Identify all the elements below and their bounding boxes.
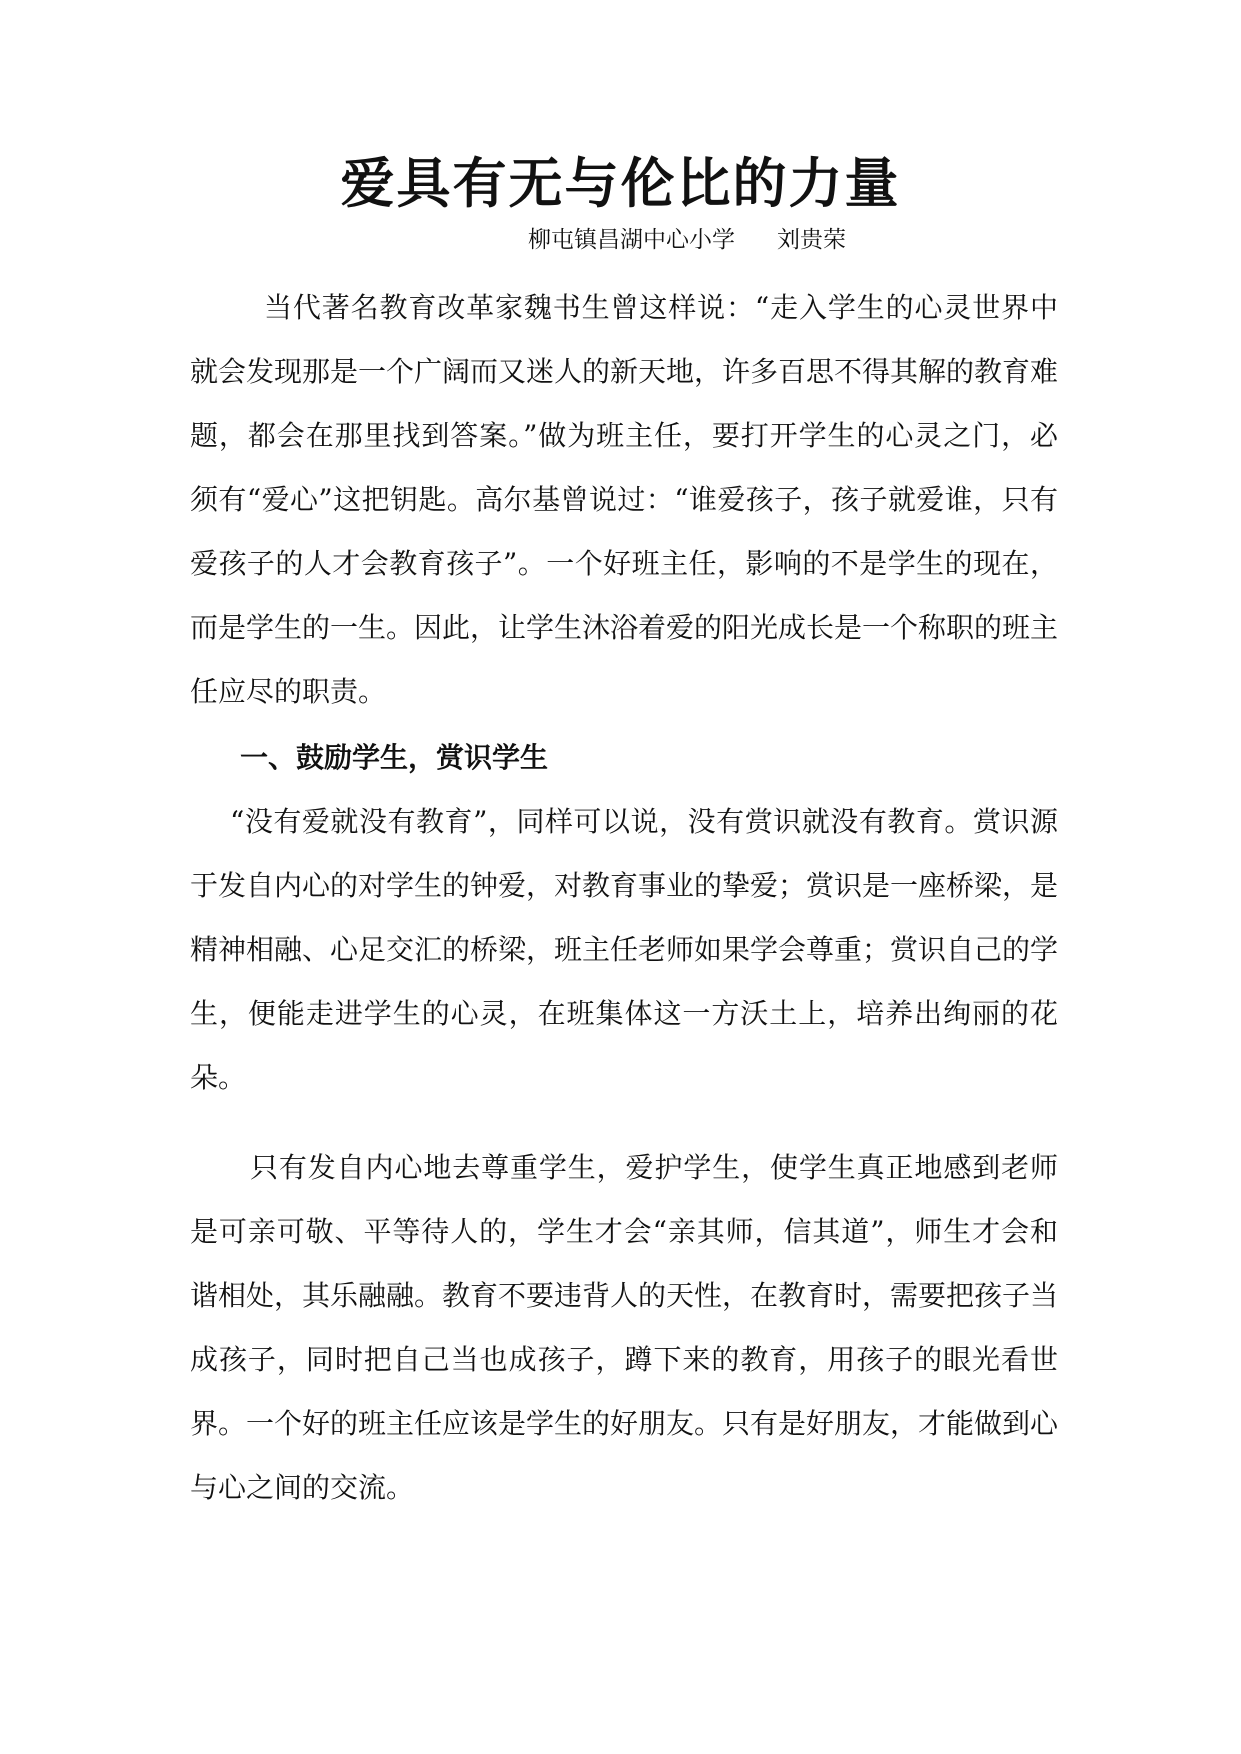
byline xyxy=(528,224,846,256)
paragraph-intro: 当代著名教育改革家魏书生曾这样说：“走入学生的心灵世界中就会发现那是一个广阔而又迷人的新天地，许多百思不得其解的教育难题，都会在那里找到答案。”做为班主任，要打开学生的心灵之门，必须有“爱心”这把钥匙。高尔基曾说过：“谁爱孩子，孩子就爱谁，只有爱孩子的人才会教育孩子”。一个好班主任，影响的不是学生的现在，而是学生的一生。因此，让学生沐浴着爱的阳光成长是一个称职的班主任应尽的职责。 xyxy=(190,291,1059,708)
document-title: 爱具有无与伦比的力量 xyxy=(340,151,901,215)
school-name: 柳屯镇昌湖中心小学 xyxy=(528,227,735,253)
paragraph-appreciation: “没有爱就没有教育”，同样可以说，没有赏识就没有教育。赏识源于发自内心的对学生的钟爱，对教育事业的挚爱；赏识是一座桥梁，是精神相融、心足交汇的桥梁，班主任老师如果学会尊重；赏识自己的学生，便能走进学生的心灵，在班集体这一方沃土上，培养出绚丽的花朵。 xyxy=(190,805,1059,1094)
paragraph-respect: 只有发自内心地去尊重学生，爱护学生，使学生真正地感到老师是可亲可敬、平等待人的，学生才会“亲其师，信其道”，师生才会和谐相处，其乐融融。教育不要违背人的天性，在教育时，需要把孩子当成孩子，同时把自己当也成孩子，蹲下来的教育，用孩子的眼光看世界。一个好的班主任应该是学生的好朋友。只有是好朋友，才能做到心与心之间的交流。 xyxy=(190,1151,1059,1504)
document-body xyxy=(190,276,1058,1520)
section-heading: 一、鼓励学生，赏识学生 xyxy=(240,741,549,774)
author-name: 刘贵荣 xyxy=(777,227,846,253)
